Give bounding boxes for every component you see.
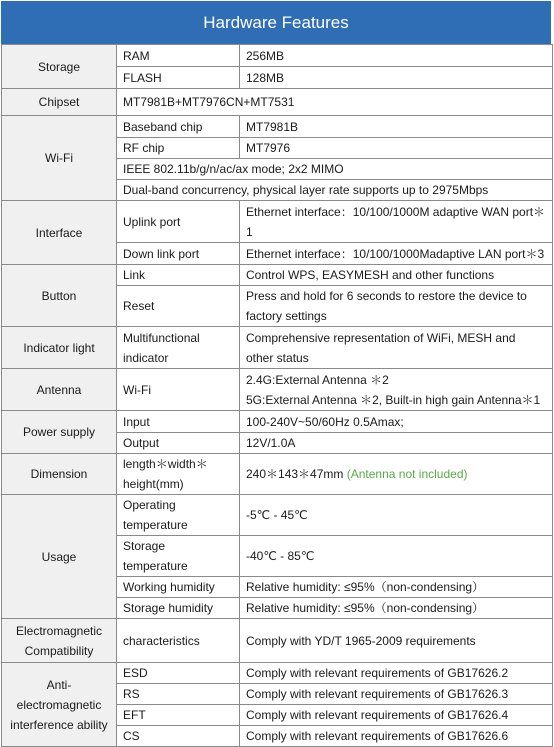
spec-value [240,454,553,495]
spec-label: RF chip [117,138,240,159]
antenna-line-5g: 5G:External Antenna ＊2, Built-in high gain Antenna＊1 [246,392,541,407]
table-row [2,619,553,663]
spec-value: 100-240V~50/60Hz 0.5Amax; [240,411,553,433]
spec-value: -40℃ - 85℃ [240,536,553,577]
spec-label: Storage humidity [117,598,240,619]
spec-label: Output [117,433,240,454]
category-indicator: Indicator light [2,327,117,369]
category-button: Button [2,265,117,327]
table-title: Hardware Features [203,12,349,32]
spec-label: Wi-Fi [117,369,240,411]
spec-value: Relative humidity: ≤95%（non-condensing） [240,598,553,619]
spec-value: Dual-band concurrency, physical layer rate supports up to 2975Mbps [117,180,553,201]
category-interface: Interface [2,201,117,265]
table-row [2,89,553,116]
antenna-line-24g: 2.4G:External Antenna ＊2 [246,372,389,387]
spec-label: characteristics [117,619,240,663]
spec-value: Press and hold for 6 seconds to restore the device to factory settings [240,286,553,327]
table-row [2,116,553,138]
table-row [2,454,553,495]
spec-label: CS [117,726,240,747]
spec-value: Comply with YD/T 1965-2009 requirements [240,619,553,663]
spec-label: Uplink port [117,201,240,243]
category-emc: Electromagnetic Compatibility [2,619,117,663]
spec-label: RAM [117,45,240,67]
spec-label: Down link port [117,243,240,265]
spec-value: Comply with relevant requirements of GB17626.2 [240,663,553,684]
spec-value: IEEE 802.11b/g/n/ac/ax mode; 2x2 MIMO [117,159,553,180]
category-chipset: Chipset [2,89,117,116]
spec-value: 128MB [240,67,553,89]
spec-label: Storage temperature [117,536,240,577]
spec-value: Comprehensive representation of WiFi, MESH and other status [240,327,553,369]
category-dimension: Dimension [2,454,117,495]
spec-value: Relative humidity: ≤95%（non-condensing） [240,577,553,598]
spec-value: MT7981B [240,116,553,138]
spec-label: Operating temperature [117,495,240,536]
spec-value: -5℃ - 45℃ [240,495,553,536]
spec-value: MT7981B+MT7976CN+MT7531 [117,89,553,116]
table-row [2,265,553,286]
spec-value: Ethernet interface：10/100/1000M adaptive WAN port＊1 [240,201,553,243]
table-row [2,201,553,243]
spec-value: Ethernet interface：10/100/1000Madaptive LAN port＊3 [240,243,553,265]
spec-value [240,369,553,411]
table-row [2,45,553,67]
spec-label: EFT [117,705,240,726]
category-storage: Storage [2,45,117,89]
table-row [2,411,553,433]
dimension-note: (Antenna not included) [346,467,468,481]
table-row [2,663,553,684]
spec-value: 256MB [240,45,553,67]
table-row [2,369,553,411]
spec-label: Working humidity [117,577,240,598]
spec-value: 12V/1.0A [240,433,553,454]
hardware-features-table [1,44,553,747]
table-header [1,1,551,44]
category-usage: Usage [2,495,117,619]
spec-label: Input [117,411,240,433]
spec-label: Baseband chip [117,116,240,138]
category-emi: Anti-electromagnetic interference ability [2,663,117,747]
spec-label: length＊width＊height(mm) [117,454,240,495]
spec-label: RS [117,684,240,705]
dimension-value: 240＊143＊47mm [246,467,344,481]
spec-value: Comply with relevant requirements of GB17626.3 [240,684,553,705]
spec-value: Comply with relevant requirements of GB17626.4 [240,705,553,726]
category-power: Power supply [2,411,117,454]
spec-label: ESD [117,663,240,684]
table-row [2,327,553,369]
spec-value: MT7976 [240,138,553,159]
spec-value: Comply with relevant requirements of GB17626.6 [240,726,553,747]
spec-label: Reset [117,286,240,327]
spec-value: Control WPS, EASYMESH and other functions [240,265,553,286]
category-antenna: Antenna [2,369,117,411]
spec-label: Multifunctional indicator [117,327,240,369]
category-wifi: Wi-Fi [2,116,117,201]
spec-label: Link [117,265,240,286]
spec-label: FLASH [117,67,240,89]
table-row [2,495,553,536]
